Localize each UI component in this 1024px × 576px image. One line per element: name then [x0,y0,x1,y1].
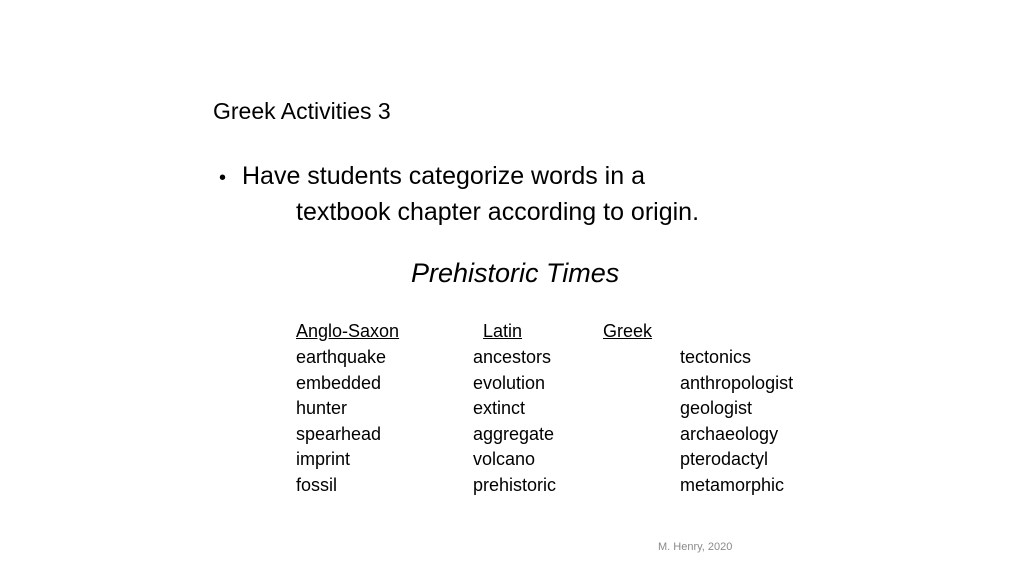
column-anglo-saxon [296,322,399,502]
bullet-text-line-1: Have students categorize words in a [242,162,645,190]
word-item: metamorphic [680,474,785,495]
word-item: spearhead [296,423,382,444]
column-greek [603,322,793,502]
section-subtitle: Prehistoric Times [411,258,620,288]
word-item: anthropologist [680,372,794,393]
word-item: imprint [296,449,351,470]
column-header: Anglo-Saxon [296,321,400,341]
footer-credit: M. Henry, 2020 [658,541,733,553]
bullet-text-line-2: textbook chapter according to origin. [296,198,700,226]
slide-title: Greek Activities 3 [213,98,391,124]
word-item: aggregate [473,423,555,444]
word-item: geologist [680,398,753,419]
word-item: extinct [473,398,526,419]
word-item: volcano [473,449,536,470]
bullet-marker: • [219,167,227,189]
word-item: evolution [473,372,546,393]
column-header: Latin [483,321,523,341]
word-item: tectonics [680,347,752,367]
word-item: earthquake [296,347,387,367]
word-item: embedded [296,372,382,393]
word-item: ancestors [473,347,552,367]
column-latin [473,322,556,502]
word-item: pterodactyl [680,449,769,470]
word-item: archaeology [680,423,779,444]
column-header: Greek [603,321,653,341]
word-item: hunter [296,398,348,419]
word-item: fossil [296,474,338,495]
word-item: prehistoric [473,474,557,495]
